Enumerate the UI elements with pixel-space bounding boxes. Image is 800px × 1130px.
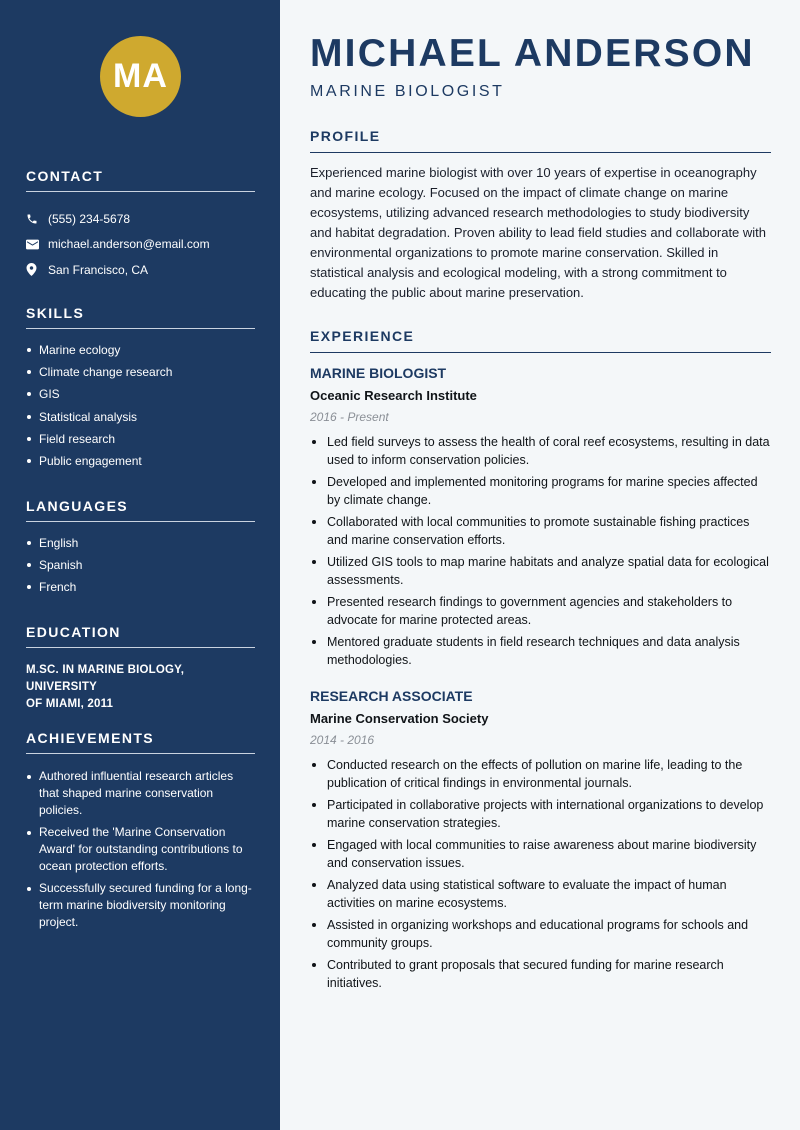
phone-text: (555) 234-5678 [48,211,131,226]
achievements-section [26,730,255,936]
skills-section [26,305,255,476]
job-bullet: Participated in collaborative projects with international organizations to develop marine conservation strategies. [310,796,771,832]
education-line-1: M.SC. IN MARINE BIOLOGY, UNIVERSITY [26,664,185,693]
job-bullet: Led field surveys to assess the health of coral reef ecosystems, resulting in data used to inform conservation policies. [310,433,771,469]
achievement-item: Authored influential research articles that shaped marine conservation policies. [26,768,255,819]
sidebar [0,0,280,1130]
languages-section [26,498,255,603]
profile-summary: Experienced marine biologist with over 10 years of expertise in oceanography and marine ecology. Focused on the impact of climate change on marine ecosystems, utilizing advanced research methodologies to study biodiversity and habitat degradation. Proven ability to lead field studies and collaborate with environmental organizations to promote marine conservation. Skilled in statistical analysis and ecological modeling, with a strong commitment to educating the public about marine preservation. [310,165,767,300]
language-item: French [26,580,255,594]
job-bullet: Collaborated with local communities to promote sustainable fishing practices and marine conservation efforts. [310,513,771,549]
job-organization: Marine Conservation Society [310,711,489,726]
contact-email [26,232,255,258]
language-item: English [26,536,255,550]
skill-item: Statistical analysis [26,410,255,424]
candidate-role: MARINE BIOLOGIST [310,83,505,100]
job-title: MARINE BIOLOGIST [310,365,447,381]
job-dates: 2014 - 2016 [310,733,375,747]
education-line-2: OF MIAMI, 2011 [26,698,114,710]
phone-icon [26,213,48,225]
job-dates: 2016 - Present [310,410,389,424]
education-heading: EDUCATION [26,624,255,648]
job-bullet: Assisted in organizing workshops and educational programs for schools and community groups. [310,916,771,952]
experience-heading: EXPERIENCE [310,328,771,353]
job-bullet: Engaged with local communities to raise awareness about marine biodiversity and conservation issues. [310,836,771,872]
contact-phone [26,206,255,232]
job-bullet: Conducted research on the effects of pollution on marine life, leading to the publication of critical findings in environmental journals. [310,756,771,792]
skill-item: Public engagement [26,454,255,468]
avatar: MA [100,36,181,117]
skill-item: Marine ecology [26,343,255,357]
job-bullet: Developed and implemented monitoring programs for marine species affected by climate change. [310,473,771,509]
skills-heading: SKILLS [26,305,255,329]
contact-section [26,168,255,283]
location-pin-icon [26,263,48,276]
email-text: michael.anderson@email.com [48,237,210,252]
contact-heading: CONTACT [26,168,255,192]
candidate-name: MICHAEL ANDERSON [310,32,755,75]
contact-location [26,257,255,283]
languages-heading: LANGUAGES [26,498,255,522]
education-entry [26,662,255,713]
language-item: Spanish [26,558,255,572]
location-text: San Francisco, CA [48,262,149,277]
skill-item: Climate change research [26,365,255,379]
job-entry [310,365,771,673]
skill-item: GIS [26,387,255,401]
job-bullet: Presented research findings to government agencies and stakeholders to advocate for marine protected areas. [310,593,771,629]
achievement-item: Successfully secured funding for a long-term marine biodiversity monitoring project. [26,880,255,931]
skill-item: Field research [26,432,255,446]
job-entry [310,688,771,996]
job-bullet: Mentored graduate students in field research techniques and data analysis methodologies. [310,633,771,669]
job-bullet: Contributed to grant proposals that secured funding for marine research initiatives. [310,956,771,992]
job-bullet: Analyzed data using statistical software to evaluate the impact of human activities on marine ecosystems. [310,876,771,912]
mail-icon [26,239,48,250]
profile-heading: PROFILE [310,128,771,153]
job-bullet: Utilized GIS tools to map marine habitats and analyze spatial data for ecological assessments. [310,553,771,589]
education-section [26,624,255,713]
achievements-heading: ACHIEVEMENTS [26,730,255,754]
job-organization: Oceanic Research Institute [310,388,477,403]
achievement-item: Received the 'Marine Conservation Award' for outstanding contributions to ocean protection efforts. [26,824,255,875]
job-title: RESEARCH ASSOCIATE [310,688,473,704]
